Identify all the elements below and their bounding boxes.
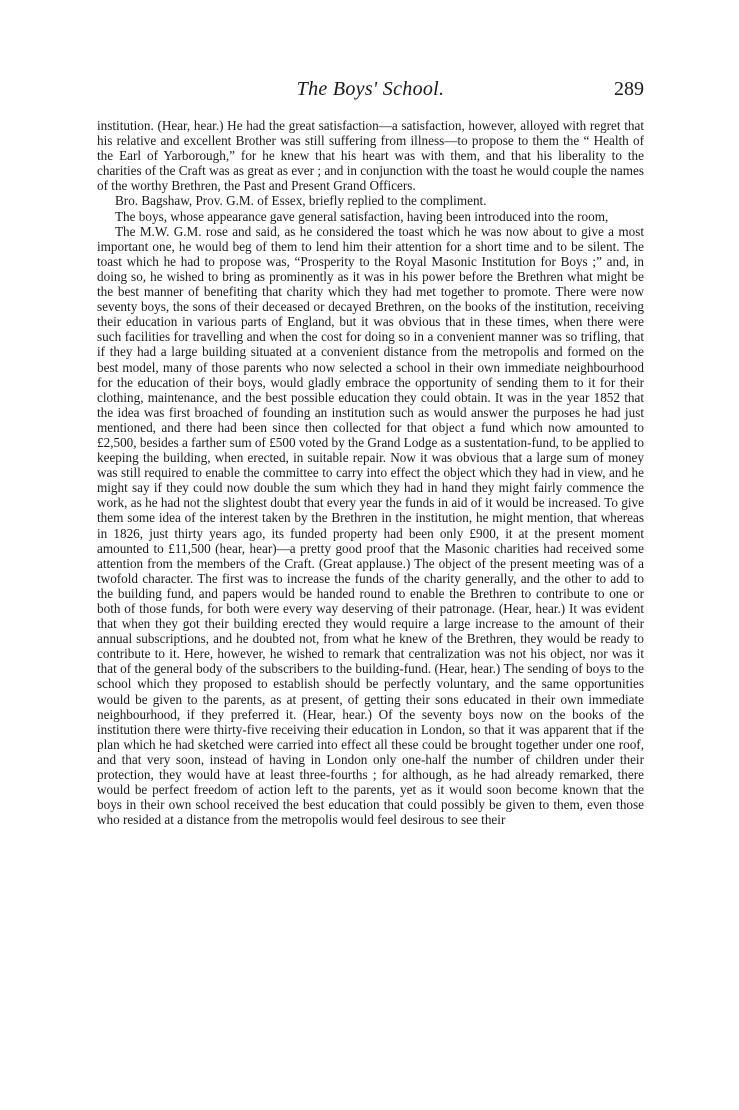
running-title: The Boys' School.: [296, 78, 445, 100]
paragraph-reply: Bro. Bagshaw, Prov. G.M. of Essex, briefly replied to the compliment.: [115, 193, 487, 209]
page-number: 289: [614, 78, 644, 100]
paragraph-grand-master-speech: The M.W. G.M. rose and said, as he considered the toast which he was now about to give a most important one, he would beg of them to lend him their attention for a short time and to be silent. The toast which he had to propose was, “Prosperity to the Royal Masonic Institution for Boys ;” and, in doing so, he wished to bring as prominently as it was in his power before the Brethren what might be the best manner of benefiting that charity which they had met together to promote. There were now seventy boys, the sons of their deceased or decayed Brethren, on the books of the institution, receiving their education in various parts of England, but it was obvious that in these times, when there were such facilities for travelling and when the cost for doing so in a convenient manner was so trifling, that if they had a large building situated at a convenient distance from the metropolis and formed on the best model, many of those parents who now selected a school in their own immediate neighbourhood for the education of their boys, would gladly embrace the opportunity of sending them to it for their clothing, maintenance, and the best possible education they could obtain. It was in the year 1852 that the idea was first broached of founding an institution such as would answer the purposes he had just mentioned, and there had been since then collected for that object a fund which now amounted to £2,500, besides a farther sum of £500 voted by the Grand Lodge as a sustentation-fund, to be applied to keeping the building, when erected, in suitable repair. Now it was obvious that a large sum of money was still required to enable the committee to carry into effect the object which they had in view, and he might say if they could now double the sum which they had in hand they might fairly commence the work, as he had not the slightest doubt that every year the funds in aid of it would be increased. To give them some idea of the interest taken by the Brethren in the institution, he might mention, that whereas in 1826, just thirty years ago, its funded property had been only £900, it at the present moment amounted to £11,500 (hear, hear)—a pretty good proof that the Masonic charities had received some attention from the members of the Craft. (Great applause.) The object of the present meeting was of a twofold character. The first was to increase the funds of the charity generally, and the other to add to the building fund, and papers would be handed round to enable the Brethren to contribute to one or both of those funds, for both were every way deserving of their patronage. (Hear, hear.) It was evident that when they got their building erected they would require a large increase to the amount of their annual subscriptions, and he doubted not, from what he knew of the Brethren, they would be ready to contribute to it. Here, however, he wished to remark that centralization was not his object, nor was it that of the general body of the subscribers to the building-fund. (Hear, hear.) The sending of boys to the school which they proposed to establish should be perfectly voluntary, and the same opportunities would be given to the parents, as at present, of getting their sons educated in their own immediate neighbourhood, if they preferred it. (Hear, hear.) Of the seventy boys now on the books of the institution there were thirty-five receiving their education in London, so that it was apparent that if the plan which he had sketched were carried into effect all these could be brought together under one roof, and that very soon, instead of having in London only one-half the number of children under their protection, they would have at least three-fourths ; for although, as he had already remarked, there would be perfect freedom of action left to the parents, yet as it would soon become known that the boys in their own school received the best education that could possibly be given to them, even those who resided at a distance from the metropolis would feel desirous to see their: [97, 223, 644, 828]
page-header: [97, 78, 644, 108]
paragraph-boys-introduced: The boys, whose appearance gave general satisfaction, having been introduced into the room,: [115, 208, 609, 224]
body-text: [97, 118, 644, 827]
paragraph-continuation: institution. (Hear, hear.) He had the great satisfaction—a satisfaction, however, alloyed with regret that his relative and excellent Brother was still suffering from illness—to propose to them the “ Health of the Earl of Yarborough,” for he knew that his heart was with them, and that his liberality to the charities of the Craft was as great as ever ; and in conjunction with the toast he would couple the names of the worthy Brethren, the Past and Present Grand Officers.: [97, 118, 644, 194]
book-page: [97, 78, 644, 827]
